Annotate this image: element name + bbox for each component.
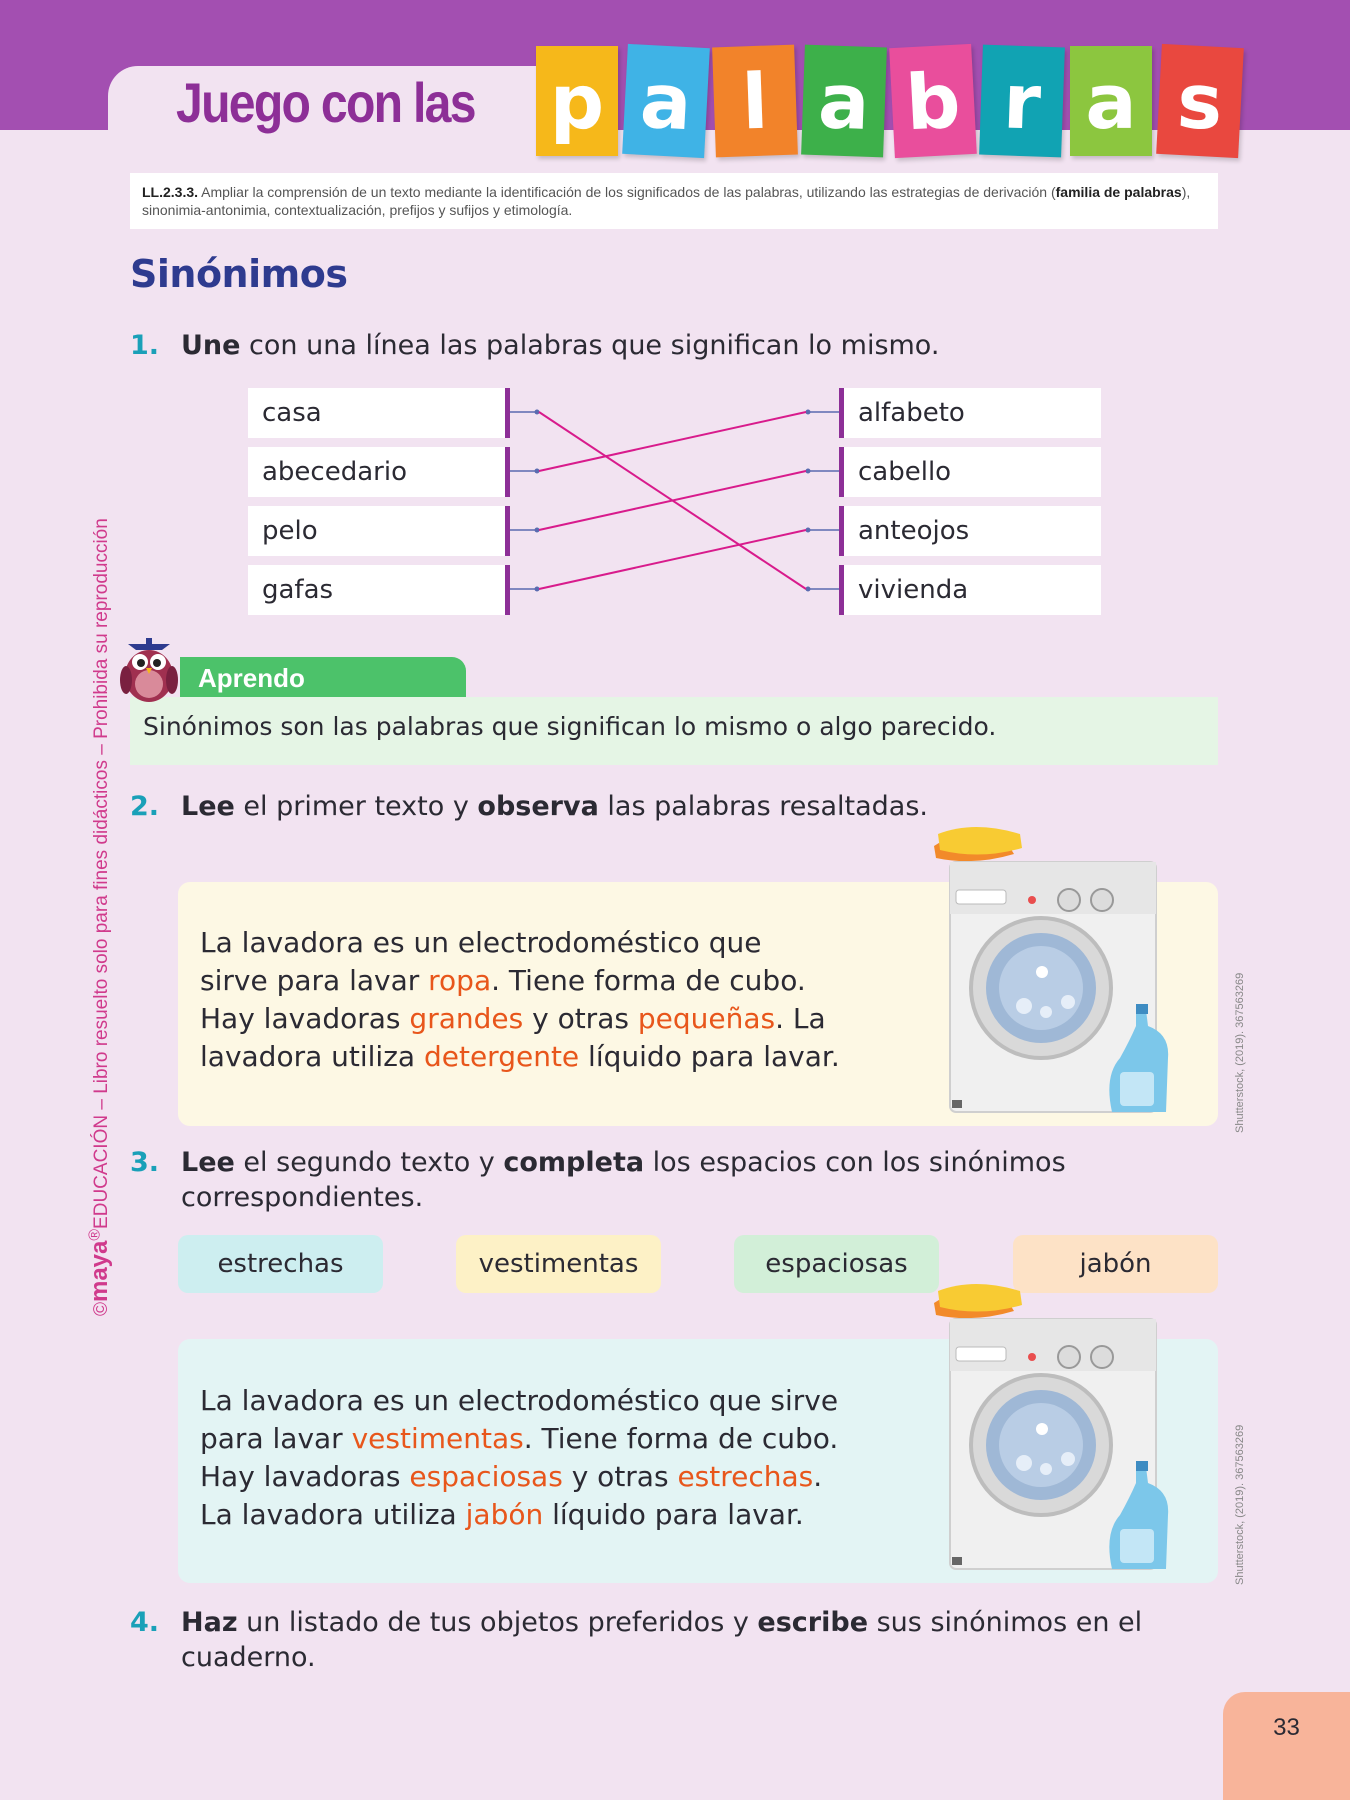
copyright-symbol: © xyxy=(91,1302,112,1316)
match-line xyxy=(539,471,806,530)
left-connector-dot xyxy=(535,410,540,415)
highlighted-word: detergente xyxy=(423,1040,580,1073)
page-number: 33 xyxy=(1223,1692,1350,1800)
verb: Lee xyxy=(181,1147,235,1178)
highlighted-word: vestimentas xyxy=(351,1422,524,1455)
word-chip xyxy=(456,1235,661,1293)
right-connector-dot xyxy=(806,587,811,592)
text-line: La lavadora es un electrodoméstico que sirve xyxy=(200,1384,839,1417)
owl-icon xyxy=(116,636,182,704)
question-text xyxy=(181,1145,1221,1215)
text-fragment: Hay lavadoras xyxy=(200,1460,410,1493)
question-text xyxy=(181,1605,1221,1675)
question-rest: sus sinónimos en el xyxy=(868,1607,1143,1638)
verb: completa xyxy=(503,1147,645,1178)
skill-bold: familia de palabras xyxy=(1055,184,1182,200)
highlighted-word: espaciosas xyxy=(409,1460,563,1493)
skill-text-before: Ampliar la comprensión de un texto mediante la identificación de los significados de las palabras, utilizando las estrategias de derivación ( xyxy=(198,184,1056,200)
question-line-2: correspondientes. xyxy=(181,1182,424,1213)
text-fragment: líquido para lavar. xyxy=(579,1040,840,1073)
question-text xyxy=(181,789,1221,824)
highlighted-word: grandes xyxy=(409,1002,524,1035)
question-rest: los espacios con los sinónimos xyxy=(644,1147,1066,1178)
letter-tile: a xyxy=(1070,46,1152,156)
highlighted-word: jabón xyxy=(465,1498,544,1531)
verb: observa xyxy=(477,791,599,822)
right-connector-dot xyxy=(806,410,811,415)
aprendo-definition: Sinónimos son las palabras que significan lo mismo o algo parecido. xyxy=(130,697,1218,765)
left-connector-dot xyxy=(535,528,540,533)
text-fragment: y otras xyxy=(523,1002,638,1035)
letter-tile: l xyxy=(712,45,798,158)
right-word: anteojos xyxy=(858,516,970,546)
text-fragment: para lavar xyxy=(200,1422,352,1455)
question-number: 1. xyxy=(130,330,160,361)
letter-tile: p xyxy=(536,46,618,156)
letter-tile: a xyxy=(622,44,710,158)
image-credit: Shutterstock, (2019). 367563269 xyxy=(1234,1424,1246,1585)
chip-label: estrechas xyxy=(217,1249,344,1279)
text-fragment: Hay lavadoras xyxy=(200,1002,410,1035)
text-fragment: y otras xyxy=(562,1460,678,1493)
text-line: La lavadora es un electrodoméstico que xyxy=(200,926,762,959)
question-line-2: cuaderno. xyxy=(181,1642,316,1673)
word-chip xyxy=(178,1235,383,1293)
verb: Haz xyxy=(181,1607,238,1638)
chip-label: jabón xyxy=(1079,1249,1152,1279)
verb: Lee xyxy=(181,791,235,822)
highlighted-word: estrechas xyxy=(677,1460,814,1493)
letter-tile: a xyxy=(801,45,887,158)
verb: Une xyxy=(181,330,241,361)
text-fragment: lavadora utiliza xyxy=(200,1040,424,1073)
verb: escribe xyxy=(757,1607,869,1638)
matching-lines xyxy=(0,0,1350,700)
washing-machine-icon xyxy=(924,1283,1174,1579)
letter-tile: s xyxy=(1156,44,1244,158)
letter-tile: r xyxy=(979,45,1065,158)
highlighted-word: ropa xyxy=(428,964,492,997)
page-title: Juego con las xyxy=(176,71,475,134)
skill-code: LL.2.3.3. xyxy=(142,184,199,200)
question-rest: las palabras resaltadas. xyxy=(598,791,928,822)
letter-tile: b xyxy=(889,44,977,158)
question-mid: el segundo texto y xyxy=(234,1147,504,1178)
image-credit: Shutterstock, (2019). 367563269 xyxy=(1234,972,1246,1133)
left-word: abecedario xyxy=(262,457,407,487)
brand-name: maya xyxy=(86,1240,113,1302)
text-fragment: sirve para lavar xyxy=(200,964,429,997)
right-word: vivienda xyxy=(858,575,969,605)
text-fragment: La lavadora utiliza xyxy=(200,1498,466,1531)
right-word: cabello xyxy=(858,457,952,487)
question-number: 2. xyxy=(130,791,160,822)
text-fragment: . Tiene forma de cubo. xyxy=(523,1422,839,1455)
washing-machine-icon xyxy=(924,826,1174,1122)
question-number: 4. xyxy=(130,1607,160,1638)
question-mid: el primer texto y xyxy=(234,791,478,822)
right-word: alfabeto xyxy=(858,398,965,428)
word-chip xyxy=(734,1235,939,1293)
left-connector-dot xyxy=(535,587,540,592)
skill-text-after: ), sinonimia-antonimia, contextualización, prefijos y sufijos y etimología. xyxy=(142,184,1191,218)
text-fragment: . xyxy=(813,1460,823,1493)
reading-text-1 xyxy=(200,924,920,1076)
copyright-text: EDUCACIÓN – Libro resuelto solo para fines didácticos – Prohibida su reproducción xyxy=(91,518,112,1229)
section-title: Sinónimos xyxy=(130,252,348,296)
text-fragment: . Tiene forma de cubo. xyxy=(491,964,806,997)
chip-label: vestimentas xyxy=(478,1249,639,1279)
right-connector-dot xyxy=(806,528,811,533)
text-fragment: líquido para lavar. xyxy=(543,1498,804,1531)
left-connector-dot xyxy=(535,469,540,474)
left-word: casa xyxy=(262,398,322,428)
aprendo-label: Aprendo xyxy=(180,657,466,697)
left-word: gafas xyxy=(262,575,334,605)
question-rest: con una línea las palabras que significan lo mismo. xyxy=(240,330,940,361)
match-line xyxy=(539,530,806,589)
match-line xyxy=(539,412,806,471)
question-number: 3. xyxy=(130,1147,160,1178)
question-mid: un listado de tus objetos preferidos y xyxy=(237,1607,758,1638)
reading-text-2 xyxy=(200,1382,920,1534)
copyright-note xyxy=(86,518,114,1316)
left-word: pelo xyxy=(262,516,318,546)
chip-label: espaciosas xyxy=(765,1249,908,1279)
right-connector-dot xyxy=(806,469,811,474)
registered-symbol: ® xyxy=(86,1228,104,1241)
highlighted-word: pequeñas xyxy=(637,1002,776,1035)
text-fragment: . La xyxy=(775,1002,826,1035)
